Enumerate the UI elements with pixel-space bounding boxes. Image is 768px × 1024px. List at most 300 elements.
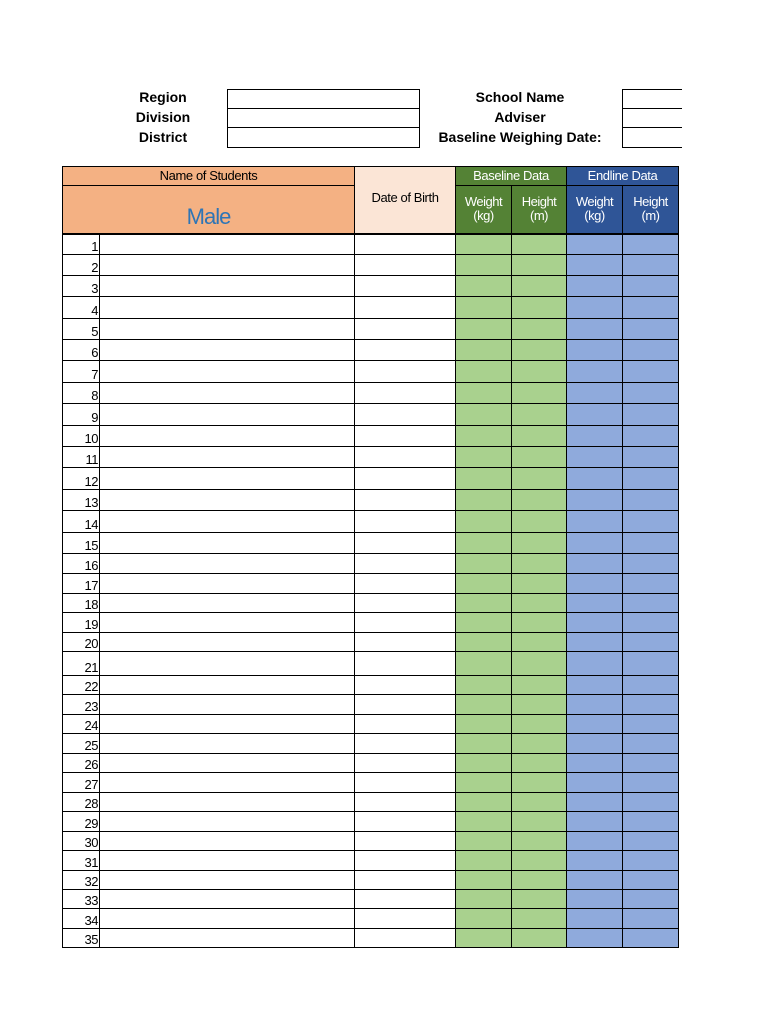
dob-cell[interactable]	[354, 928, 456, 948]
student-name-cell[interactable]	[99, 382, 355, 404]
baseline-height-label: Height	[521, 194, 557, 209]
dob-cell[interactable]	[354, 339, 456, 361]
row-number: 26	[84, 757, 98, 772]
dob-cell[interactable]	[354, 573, 456, 594]
row-number: 21	[84, 660, 98, 675]
dob-cell[interactable]	[354, 612, 456, 633]
endline-height-cell[interactable]	[622, 928, 679, 948]
dob-cell[interactable]	[354, 296, 456, 319]
baseline-height-cell[interactable]	[511, 850, 567, 871]
dob-cell[interactable]	[354, 733, 456, 754]
student-name-cell[interactable]	[99, 714, 355, 734]
endline-weight-unit: (kg)	[584, 208, 605, 223]
district-field[interactable]	[227, 127, 420, 148]
row-number: 5	[91, 324, 98, 339]
dob-cell[interactable]	[354, 714, 456, 734]
endline-height-cell[interactable]	[622, 870, 679, 890]
endline-height-cell[interactable]	[622, 510, 679, 533]
baseline-height-cell[interactable]	[511, 573, 567, 594]
endline-weight-label: Weight	[575, 194, 614, 209]
baseline-weight-cell[interactable]	[455, 889, 512, 909]
baseline-weight-cell[interactable]	[455, 928, 512, 948]
baseline-weight-cell[interactable]	[455, 811, 512, 832]
row-number-cell	[62, 811, 100, 832]
row-number-cell	[62, 908, 100, 929]
endline-height-header	[622, 185, 679, 234]
endline-height-label: Height	[633, 194, 668, 209]
endline-weight-cell[interactable]	[566, 908, 623, 929]
baseline-weight-cell[interactable]	[455, 318, 512, 340]
dob-cell[interactable]	[354, 792, 456, 812]
row-number-cell	[62, 889, 100, 909]
baseline-weight-cell[interactable]	[455, 275, 512, 297]
baseline-weight-cell[interactable]	[455, 532, 512, 554]
endline-height-cell[interactable]	[622, 553, 679, 574]
baseline-weight-cell[interactable]	[455, 870, 512, 890]
student-name-cell[interactable]	[99, 612, 355, 633]
endline-height-cell[interactable]	[622, 254, 679, 276]
endline-height-cell[interactable]	[622, 382, 679, 404]
dob-cell[interactable]	[354, 489, 456, 511]
endline-weight-cell[interactable]	[566, 553, 623, 574]
row-number: 7	[91, 367, 98, 382]
row-number-cell	[62, 510, 100, 533]
baseline-weight-header	[455, 185, 512, 234]
row-number-cell	[62, 553, 100, 574]
endline-height-cell[interactable]	[622, 360, 679, 383]
dob-cell[interactable]	[354, 318, 456, 340]
dob-cell[interactable]	[354, 446, 456, 468]
student-name-cell[interactable]	[99, 467, 355, 490]
endline-height-cell[interactable]	[622, 425, 679, 447]
row-number: 34	[84, 913, 98, 928]
baseline-weight-cell[interactable]	[455, 850, 512, 871]
baseline-weight-cell[interactable]	[455, 553, 512, 574]
baseline-height-cell[interactable]	[511, 612, 567, 633]
dob-cell[interactable]	[354, 360, 456, 383]
dob-cell[interactable]	[354, 811, 456, 832]
endline-weight-cell[interactable]	[566, 675, 623, 695]
student-name-cell[interactable]	[99, 831, 355, 851]
row-number-cell	[62, 694, 100, 715]
row-number-cell	[62, 467, 100, 490]
baseline-weight-cell[interactable]	[455, 792, 512, 812]
dob-cell[interactable]	[354, 889, 456, 909]
baseline-weight-cell[interactable]	[455, 573, 512, 594]
baseline-height-cell[interactable]	[511, 593, 567, 613]
endline-weight-cell[interactable]	[566, 234, 623, 255]
baseline-height-cell[interactable]	[511, 908, 567, 929]
baseline-header	[455, 166, 567, 186]
baseline-height-cell[interactable]	[511, 714, 567, 734]
endline-weight-cell[interactable]	[566, 831, 623, 851]
endline-weight-cell[interactable]	[566, 318, 623, 340]
row-number-cell	[62, 296, 100, 319]
baseline-height-cell[interactable]	[511, 360, 567, 383]
baseline-height-cell[interactable]	[511, 553, 567, 574]
row-number-cell	[62, 870, 100, 890]
baseline-height-cell[interactable]	[511, 489, 567, 511]
endline-weight-cell[interactable]	[566, 403, 623, 426]
row-number: 24	[84, 718, 98, 733]
dob-cell[interactable]	[354, 675, 456, 695]
dob-cell[interactable]	[354, 275, 456, 297]
row-number: 35	[84, 932, 98, 947]
district-label: District	[138, 129, 188, 145]
dob-header-label: Date of Birth	[371, 190, 439, 205]
student-name-cell[interactable]	[99, 489, 355, 511]
baseline-weight-cell[interactable]	[455, 908, 512, 929]
student-name-cell[interactable]	[99, 928, 355, 948]
row-number: 13	[84, 495, 98, 510]
row-number-cell	[62, 489, 100, 511]
student-name-cell[interactable]	[99, 254, 355, 276]
row-number-cell	[62, 651, 100, 676]
row-number: 1	[91, 239, 98, 254]
baseline-height-cell[interactable]	[511, 675, 567, 695]
baseline-weight-cell[interactable]	[455, 296, 512, 319]
row-number-cell	[62, 928, 100, 948]
dob-cell[interactable]	[354, 753, 456, 773]
row-number: 32	[84, 874, 98, 889]
student-name-cell[interactable]	[99, 296, 355, 319]
endline-height-cell[interactable]	[622, 850, 679, 871]
row-number: 18	[84, 597, 98, 612]
endline-height-cell[interactable]	[622, 446, 679, 468]
endline-height-cell[interactable]	[622, 753, 679, 773]
baseline-height-cell[interactable]	[511, 254, 567, 276]
endline-weight-cell[interactable]	[566, 446, 623, 468]
dob-cell[interactable]	[354, 403, 456, 426]
baseline-weight-cell[interactable]	[455, 612, 512, 633]
student-name-cell[interactable]	[99, 651, 355, 676]
dob-cell[interactable]	[354, 772, 456, 793]
row-number-cell	[62, 403, 100, 426]
endline-weight-cell[interactable]	[566, 811, 623, 832]
endline-weight-cell[interactable]	[566, 772, 623, 793]
baseline-height-cell[interactable]	[511, 811, 567, 832]
baseline-height-cell[interactable]	[511, 275, 567, 297]
endline-height-cell[interactable]	[622, 632, 679, 652]
row-number-cell	[62, 831, 100, 851]
row-number-cell	[62, 593, 100, 613]
baseline-height-cell[interactable]	[511, 733, 567, 754]
dob-header	[354, 166, 456, 234]
baseline-height-header	[511, 185, 567, 234]
student-name-cell[interactable]	[99, 234, 355, 255]
row-number: 8	[91, 388, 98, 403]
school-name-field[interactable]	[622, 89, 682, 109]
baseline-weight-cell[interactable]	[455, 694, 512, 715]
endline-height-cell[interactable]	[622, 908, 679, 929]
gender-header	[62, 185, 355, 234]
baseline-height-cell[interactable]	[511, 889, 567, 909]
row-number-cell	[62, 753, 100, 773]
endline-height-unit: (m)	[641, 208, 660, 223]
student-name-cell[interactable]	[99, 632, 355, 652]
endline-height-cell[interactable]	[622, 318, 679, 340]
gender-label: Male	[186, 204, 231, 229]
endline-weight-cell[interactable]	[566, 360, 623, 383]
baseline-height-cell[interactable]	[511, 772, 567, 793]
row-number: 28	[84, 796, 98, 811]
baseline-weight-cell[interactable]	[455, 831, 512, 851]
row-number: 17	[84, 578, 98, 593]
row-number: 2	[91, 260, 98, 275]
student-name-cell[interactable]	[99, 425, 355, 447]
baseline-height-cell[interactable]	[511, 339, 567, 361]
baseline-weight-cell[interactable]	[455, 339, 512, 361]
baseline-weight-cell[interactable]	[455, 753, 512, 773]
row-number-cell	[62, 446, 100, 468]
row-number: 25	[84, 738, 98, 753]
student-name-cell[interactable]	[99, 772, 355, 793]
baseline-height-cell[interactable]	[511, 510, 567, 533]
endline-weight-cell[interactable]	[566, 632, 623, 652]
endline-weight-cell[interactable]	[566, 532, 623, 554]
endline-height-cell[interactable]	[622, 593, 679, 613]
row-number: 3	[91, 281, 98, 296]
endline-height-cell[interactable]	[622, 651, 679, 676]
endline-height-cell[interactable]	[622, 811, 679, 832]
student-name-cell[interactable]	[99, 553, 355, 574]
student-name-cell[interactable]	[99, 733, 355, 754]
endline-height-cell[interactable]	[622, 612, 679, 633]
baseline-weight-cell[interactable]	[455, 714, 512, 734]
baseline-height-cell[interactable]	[511, 318, 567, 340]
row-number-cell	[62, 612, 100, 633]
adviser-field[interactable]	[622, 108, 682, 128]
endline-height-cell[interactable]	[622, 296, 679, 319]
endline-weight-cell[interactable]	[566, 382, 623, 404]
baseline-height-unit: (m)	[530, 208, 548, 223]
row-number-cell	[62, 714, 100, 734]
endline-height-cell[interactable]	[622, 714, 679, 734]
dob-cell[interactable]	[354, 254, 456, 276]
row-number-cell	[62, 772, 100, 793]
dob-cell[interactable]	[354, 467, 456, 490]
row-number: 22	[84, 679, 98, 694]
baseline-height-cell[interactable]	[511, 753, 567, 773]
endline-weight-cell[interactable]	[566, 889, 623, 909]
endline-height-cell[interactable]	[622, 573, 679, 594]
endline-weight-cell[interactable]	[566, 573, 623, 594]
student-name-cell[interactable]	[99, 889, 355, 909]
row-number: 6	[91, 345, 98, 360]
dob-cell[interactable]	[354, 553, 456, 574]
student-name-cell[interactable]	[99, 675, 355, 695]
endline-height-cell[interactable]	[622, 275, 679, 297]
baseline-height-cell[interactable]	[511, 632, 567, 652]
baseline-height-cell[interactable]	[511, 382, 567, 404]
student-name-cell[interactable]	[99, 573, 355, 594]
endline-weight-cell[interactable]	[566, 510, 623, 533]
baseline-height-cell[interactable]	[511, 446, 567, 468]
dob-cell[interactable]	[354, 850, 456, 871]
baseline-weight-label: Weight	[464, 194, 503, 209]
student-name-cell[interactable]	[99, 908, 355, 929]
endline-weight-cell[interactable]	[566, 694, 623, 715]
dob-cell[interactable]	[354, 510, 456, 533]
endline-weight-cell[interactable]	[566, 593, 623, 613]
endline-height-cell[interactable]	[622, 675, 679, 695]
baseline-header-label: Baseline Data	[473, 168, 549, 183]
row-number: 23	[84, 699, 98, 714]
endline-weight-cell[interactable]	[566, 792, 623, 812]
division-field[interactable]	[227, 108, 420, 128]
student-name-cell[interactable]	[99, 850, 355, 871]
dob-cell[interactable]	[354, 425, 456, 447]
student-name-cell[interactable]	[99, 339, 355, 361]
baseline-weight-cell[interactable]	[455, 234, 512, 255]
baseline-height-cell[interactable]	[511, 651, 567, 676]
student-name-cell[interactable]	[99, 792, 355, 812]
student-name-cell[interactable]	[99, 694, 355, 715]
endline-height-cell[interactable]	[622, 772, 679, 793]
row-number: 29	[84, 816, 98, 831]
row-number: 27	[84, 777, 98, 792]
student-name-cell[interactable]	[99, 360, 355, 383]
baseline-height-cell[interactable]	[511, 296, 567, 319]
dob-cell[interactable]	[354, 831, 456, 851]
endline-weight-cell[interactable]	[566, 612, 623, 633]
baseline-height-cell[interactable]	[511, 403, 567, 426]
baseline-weight-cell[interactable]	[455, 360, 512, 383]
endline-height-cell[interactable]	[622, 889, 679, 909]
endline-weight-cell[interactable]	[566, 467, 623, 490]
baseline-weighing-date-field[interactable]	[622, 127, 682, 148]
student-name-cell[interactable]	[99, 870, 355, 890]
region-label: Region	[139, 89, 187, 105]
endline-header	[566, 166, 679, 186]
baseline-height-cell[interactable]	[511, 234, 567, 255]
baseline-weight-cell[interactable]	[455, 510, 512, 533]
row-number-cell	[62, 254, 100, 276]
endline-weight-cell[interactable]	[566, 850, 623, 871]
endline-weight-cell[interactable]	[566, 870, 623, 890]
baseline-weight-cell[interactable]	[455, 593, 512, 613]
dob-cell[interactable]	[354, 593, 456, 613]
student-name-cell[interactable]	[99, 532, 355, 554]
baseline-weight-cell[interactable]	[455, 467, 512, 490]
row-number: 4	[91, 303, 98, 318]
student-name-cell[interactable]	[99, 593, 355, 613]
baseline-weight-cell[interactable]	[455, 254, 512, 276]
row-number: 30	[84, 835, 98, 850]
name-header	[62, 166, 355, 186]
dob-cell[interactable]	[354, 632, 456, 652]
endline-weight-cell[interactable]	[566, 714, 623, 734]
baseline-weight-cell[interactable]	[455, 675, 512, 695]
baseline-height-cell[interactable]	[511, 467, 567, 490]
division-label: Division	[135, 109, 191, 125]
row-number-cell	[62, 573, 100, 594]
baseline-weighing-date-label: Baseline Weighing Date:	[438, 129, 602, 145]
baseline-weight-cell[interactable]	[455, 772, 512, 793]
dob-cell[interactable]	[354, 870, 456, 890]
endline-header-label: Endline Data	[587, 168, 658, 183]
name-header-label: Name of Students	[159, 168, 258, 183]
student-name-cell[interactable]	[99, 753, 355, 773]
row-number: 10	[84, 431, 98, 446]
endline-height-cell[interactable]	[622, 694, 679, 715]
endline-weight-cell[interactable]	[566, 928, 623, 948]
endline-height-cell[interactable]	[622, 831, 679, 851]
adviser-label: Adviser	[494, 109, 546, 125]
row-number-cell	[62, 234, 100, 255]
student-name-cell[interactable]	[99, 403, 355, 426]
student-name-cell[interactable]	[99, 446, 355, 468]
baseline-weight-cell[interactable]	[455, 489, 512, 511]
baseline-weight-cell[interactable]	[455, 382, 512, 404]
baseline-height-cell[interactable]	[511, 870, 567, 890]
endline-weight-cell[interactable]	[566, 254, 623, 276]
endline-height-cell[interactable]	[622, 467, 679, 490]
endline-height-cell[interactable]	[622, 733, 679, 754]
baseline-weight-cell[interactable]	[455, 632, 512, 652]
student-name-cell[interactable]	[99, 510, 355, 533]
baseline-weight-cell[interactable]	[455, 733, 512, 754]
row-number: 16	[84, 558, 98, 573]
row-number-cell	[62, 425, 100, 447]
baseline-weight-cell[interactable]	[455, 446, 512, 468]
endline-height-cell[interactable]	[622, 403, 679, 426]
student-name-cell[interactable]	[99, 275, 355, 297]
endline-height-cell[interactable]	[622, 532, 679, 554]
student-name-cell[interactable]	[99, 811, 355, 832]
row-number-cell	[62, 382, 100, 404]
row-number: 20	[84, 636, 98, 651]
baseline-weight-cell[interactable]	[455, 425, 512, 447]
endline-weight-cell[interactable]	[566, 753, 623, 773]
endline-weight-cell[interactable]	[566, 425, 623, 447]
endline-height-cell[interactable]	[622, 339, 679, 361]
row-number-cell	[62, 675, 100, 695]
endline-height-cell[interactable]	[622, 792, 679, 812]
row-number-cell	[62, 532, 100, 554]
baseline-height-cell[interactable]	[511, 928, 567, 948]
row-number: 15	[84, 538, 98, 553]
baseline-height-cell[interactable]	[511, 425, 567, 447]
dob-cell[interactable]	[354, 234, 456, 255]
student-name-cell[interactable]	[99, 318, 355, 340]
dob-cell[interactable]	[354, 382, 456, 404]
row-number: 12	[84, 474, 98, 489]
endline-weight-cell[interactable]	[566, 339, 623, 361]
endline-weight-cell[interactable]	[566, 275, 623, 297]
dob-cell[interactable]	[354, 694, 456, 715]
endline-weight-cell[interactable]	[566, 651, 623, 676]
baseline-height-cell[interactable]	[511, 532, 567, 554]
row-number-cell	[62, 792, 100, 812]
dob-cell[interactable]	[354, 532, 456, 554]
baseline-height-cell[interactable]	[511, 792, 567, 812]
endline-weight-cell[interactable]	[566, 296, 623, 319]
row-number-cell	[62, 850, 100, 871]
baseline-weight-cell[interactable]	[455, 403, 512, 426]
endline-height-cell[interactable]	[622, 489, 679, 511]
endline-weight-cell[interactable]	[566, 733, 623, 754]
dob-cell[interactable]	[354, 908, 456, 929]
baseline-weight-cell[interactable]	[455, 651, 512, 676]
endline-height-cell[interactable]	[622, 234, 679, 255]
baseline-height-cell[interactable]	[511, 694, 567, 715]
dob-cell[interactable]	[354, 651, 456, 676]
region-field[interactable]	[227, 89, 420, 109]
baseline-height-cell[interactable]	[511, 831, 567, 851]
endline-weight-cell[interactable]	[566, 489, 623, 511]
row-number: 14	[84, 517, 98, 532]
